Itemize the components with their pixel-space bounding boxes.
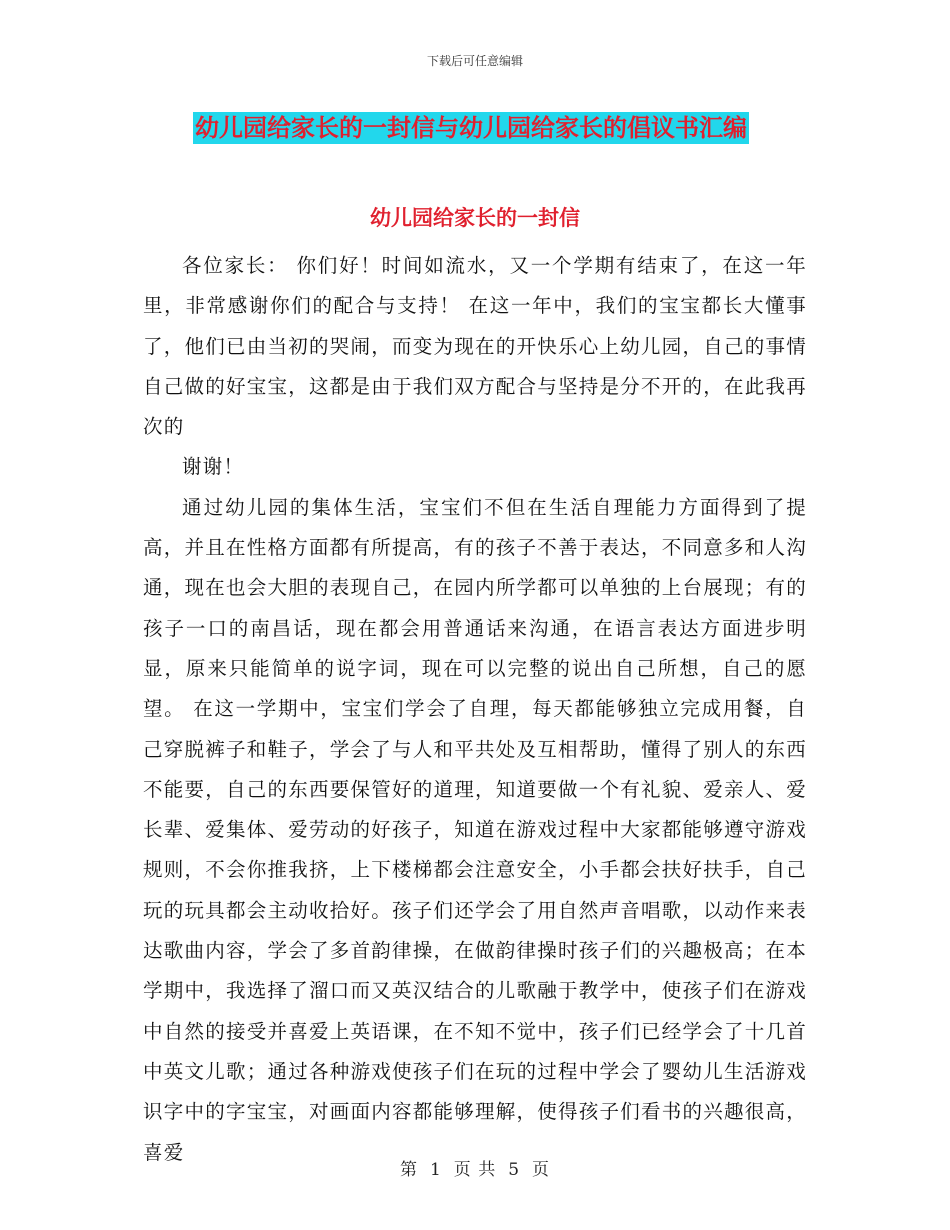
footer-prefix: 第 [399,1160,418,1180]
footer-mid: 页 共 [453,1160,497,1180]
paragraph-greeting: 各位家长： 你们好！时间如流水，又一个学期有结束了，在这一年里，非常感谢你们的配合与支持！ 在这一年中，我们的宝宝都长大懂事了，他们已由当初的哭闹，而变为现在的开快乐心上幼儿园，自己的事情自己做的好宝宝，这都是由于我们双方配合与坚持是分不开的，在此我再次的 [143,254,807,439]
paragraph-thanks: 谢谢！ [182,455,245,479]
page-footer [0,1155,950,1180]
section-title: 幼儿园给家长的一封信 [370,205,580,230]
header-note: 下载后可任意编辑 [426,54,523,68]
letter-body [143,246,807,1173]
footer-total-pages: 5 [508,1160,521,1180]
document-title: 幼儿园给家长的一封信与幼儿园给家长的倡议书汇编 [195,113,747,142]
footer-suffix: 页 [532,1160,551,1180]
footer-page-number: 1 [429,1160,442,1180]
paragraph-progress: 通过幼儿园的集体生活，宝宝们不但在生活自理能力方面得到了提高，并且在性格方面都有所提高，有的孩子不善于表达，不同意多和人沟通，现在也会大胆的表现自己，在园内所学都可以单独的上台展现；有的孩子一口的南昌话，现在都会用普通话来沟通，在语言表达方面进步明显，原来只能简单的说字词，现在可以完整的说出自己所想，自己的愿望。 在这一学期中，宝宝们学会了自理，每天都能够独立完成用餐，自己穿脱裤子和鞋子，学会了与人和平共处及互相帮助，懂得了别人的东西不能要，自己的东西要保管好的道理，知道要做一个有礼貌、爱亲人、爱长辈、爱集体、爱劳动的好孩子，知道在游戏过程中大家都能够遵守游戏规则，不会你推我挤，上下楼梯都会注意安全，小手都会扶好扶手，自己玩的玩具都会主动收拾好。孩子们还学会了用自然声音唱歌，以动作来表达歌曲内容，学会了多首韵律操，在做韵律操时孩子们的兴趣极高；在本学期中，我选择了溜口而又英汉结合的儿歌融于教学中，使孩子们在游戏中自然的接受并喜爱上英语课，在不知不觉中，孩子们已经学会了十几首中英文儿歌；通过各种游戏使孩子们在玩的过程中学会了婴幼儿生活游戏识字中的字宝宝，对画面内容都能够理解，使得孩子们看书的兴趣很高，喜爱 [143,495,807,1164]
